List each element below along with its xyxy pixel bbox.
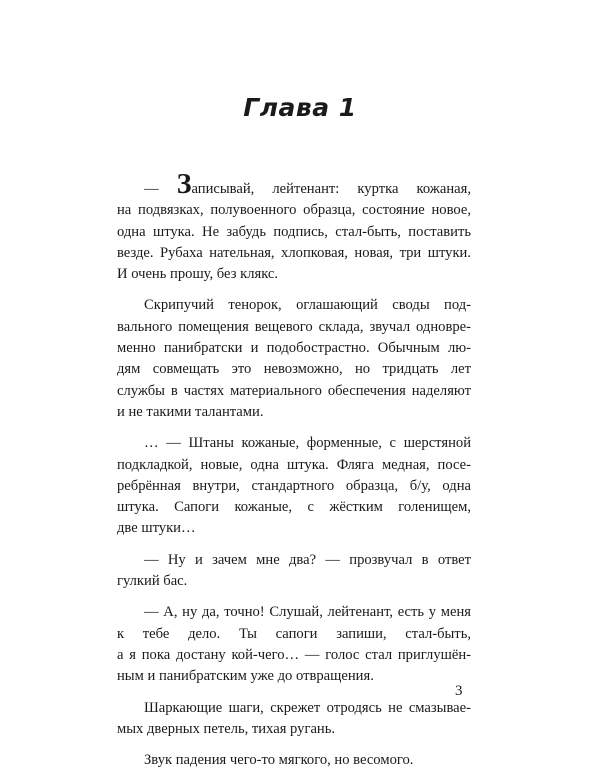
body-text: [117, 169, 471, 771]
text-line: Звук падения чего-то мягкого, но весомого.: [144, 752, 414, 769]
paragraph: [117, 550, 471, 593]
text-line: на подвязках, полувоенного образца, состояние новое,: [117, 202, 471, 219]
line-text: аписывай, лейтенант: куртка кожаная,: [191, 181, 471, 197]
text-line: Скрипучий тенорок, оглашающий своды под-: [144, 297, 471, 314]
text-line: — А, ну да, точно! Слушай, лейтенант, есть у меня: [144, 604, 471, 621]
dash-prefix: —: [144, 181, 177, 197]
text-line: везде. Рубаха нательная, хлопковая, новая, три штуки.: [117, 244, 471, 261]
paragraph: [117, 169, 471, 285]
text-line: к тебе дело. Ты сапоги запиши, стал-быть,: [117, 625, 471, 642]
page-number: 3: [455, 683, 463, 699]
text-line: ребрённая внутри, стандартного образца, б/у, одна: [117, 477, 471, 494]
text-line: гулкий бас.: [117, 573, 188, 590]
text-line: подкладкой, новые, одна штука. Фляга медная, посе-: [117, 456, 471, 473]
text-line: И очень прошу, без клякс.: [117, 266, 279, 283]
paragraph: [117, 602, 471, 687]
text-line: службы в частях материального обеспечения наделяют: [117, 382, 471, 399]
text-line: дям совмещать это невозможно, но тридцать лет: [117, 361, 471, 378]
text-line: — Ну и зачем мне два? — прозвучал в ответ: [144, 551, 471, 568]
drop-cap: З: [176, 169, 192, 200]
text-line: две штуки…: [117, 520, 196, 537]
paragraph: [117, 295, 471, 423]
text-line: Шаркающие шаги, скрежет отродясь не смазывае-: [144, 699, 471, 716]
paragraph: [117, 750, 471, 771]
text-line: менно панибратски и подобострастно. Обычным лю-: [117, 340, 471, 357]
paragraph: [117, 698, 471, 741]
text-line: а я пока достану кой-чего… — голос стал приглушён-: [117, 646, 471, 663]
text-line: одна штука. Не забудь подпись, стал-быть, поставить: [117, 223, 471, 240]
text-line: штука. Сапоги кожаные, с жёстким голенищем,: [117, 499, 471, 516]
text-line: и не такими талантами.: [117, 403, 264, 420]
text-line: ным и панибратским уже до отвращения.: [117, 668, 374, 685]
chapter-title: Глава 1: [243, 93, 357, 122]
paragraph: [117, 433, 471, 539]
text-line: … — Штаны кожаные, форменные, с шерстяной: [144, 435, 471, 452]
text-line: мых дверных петель, тихая ругань.: [117, 720, 336, 737]
text-line: вального помещения вещевого склада, звучал одновре-: [117, 318, 471, 335]
text-line: [117, 169, 471, 200]
